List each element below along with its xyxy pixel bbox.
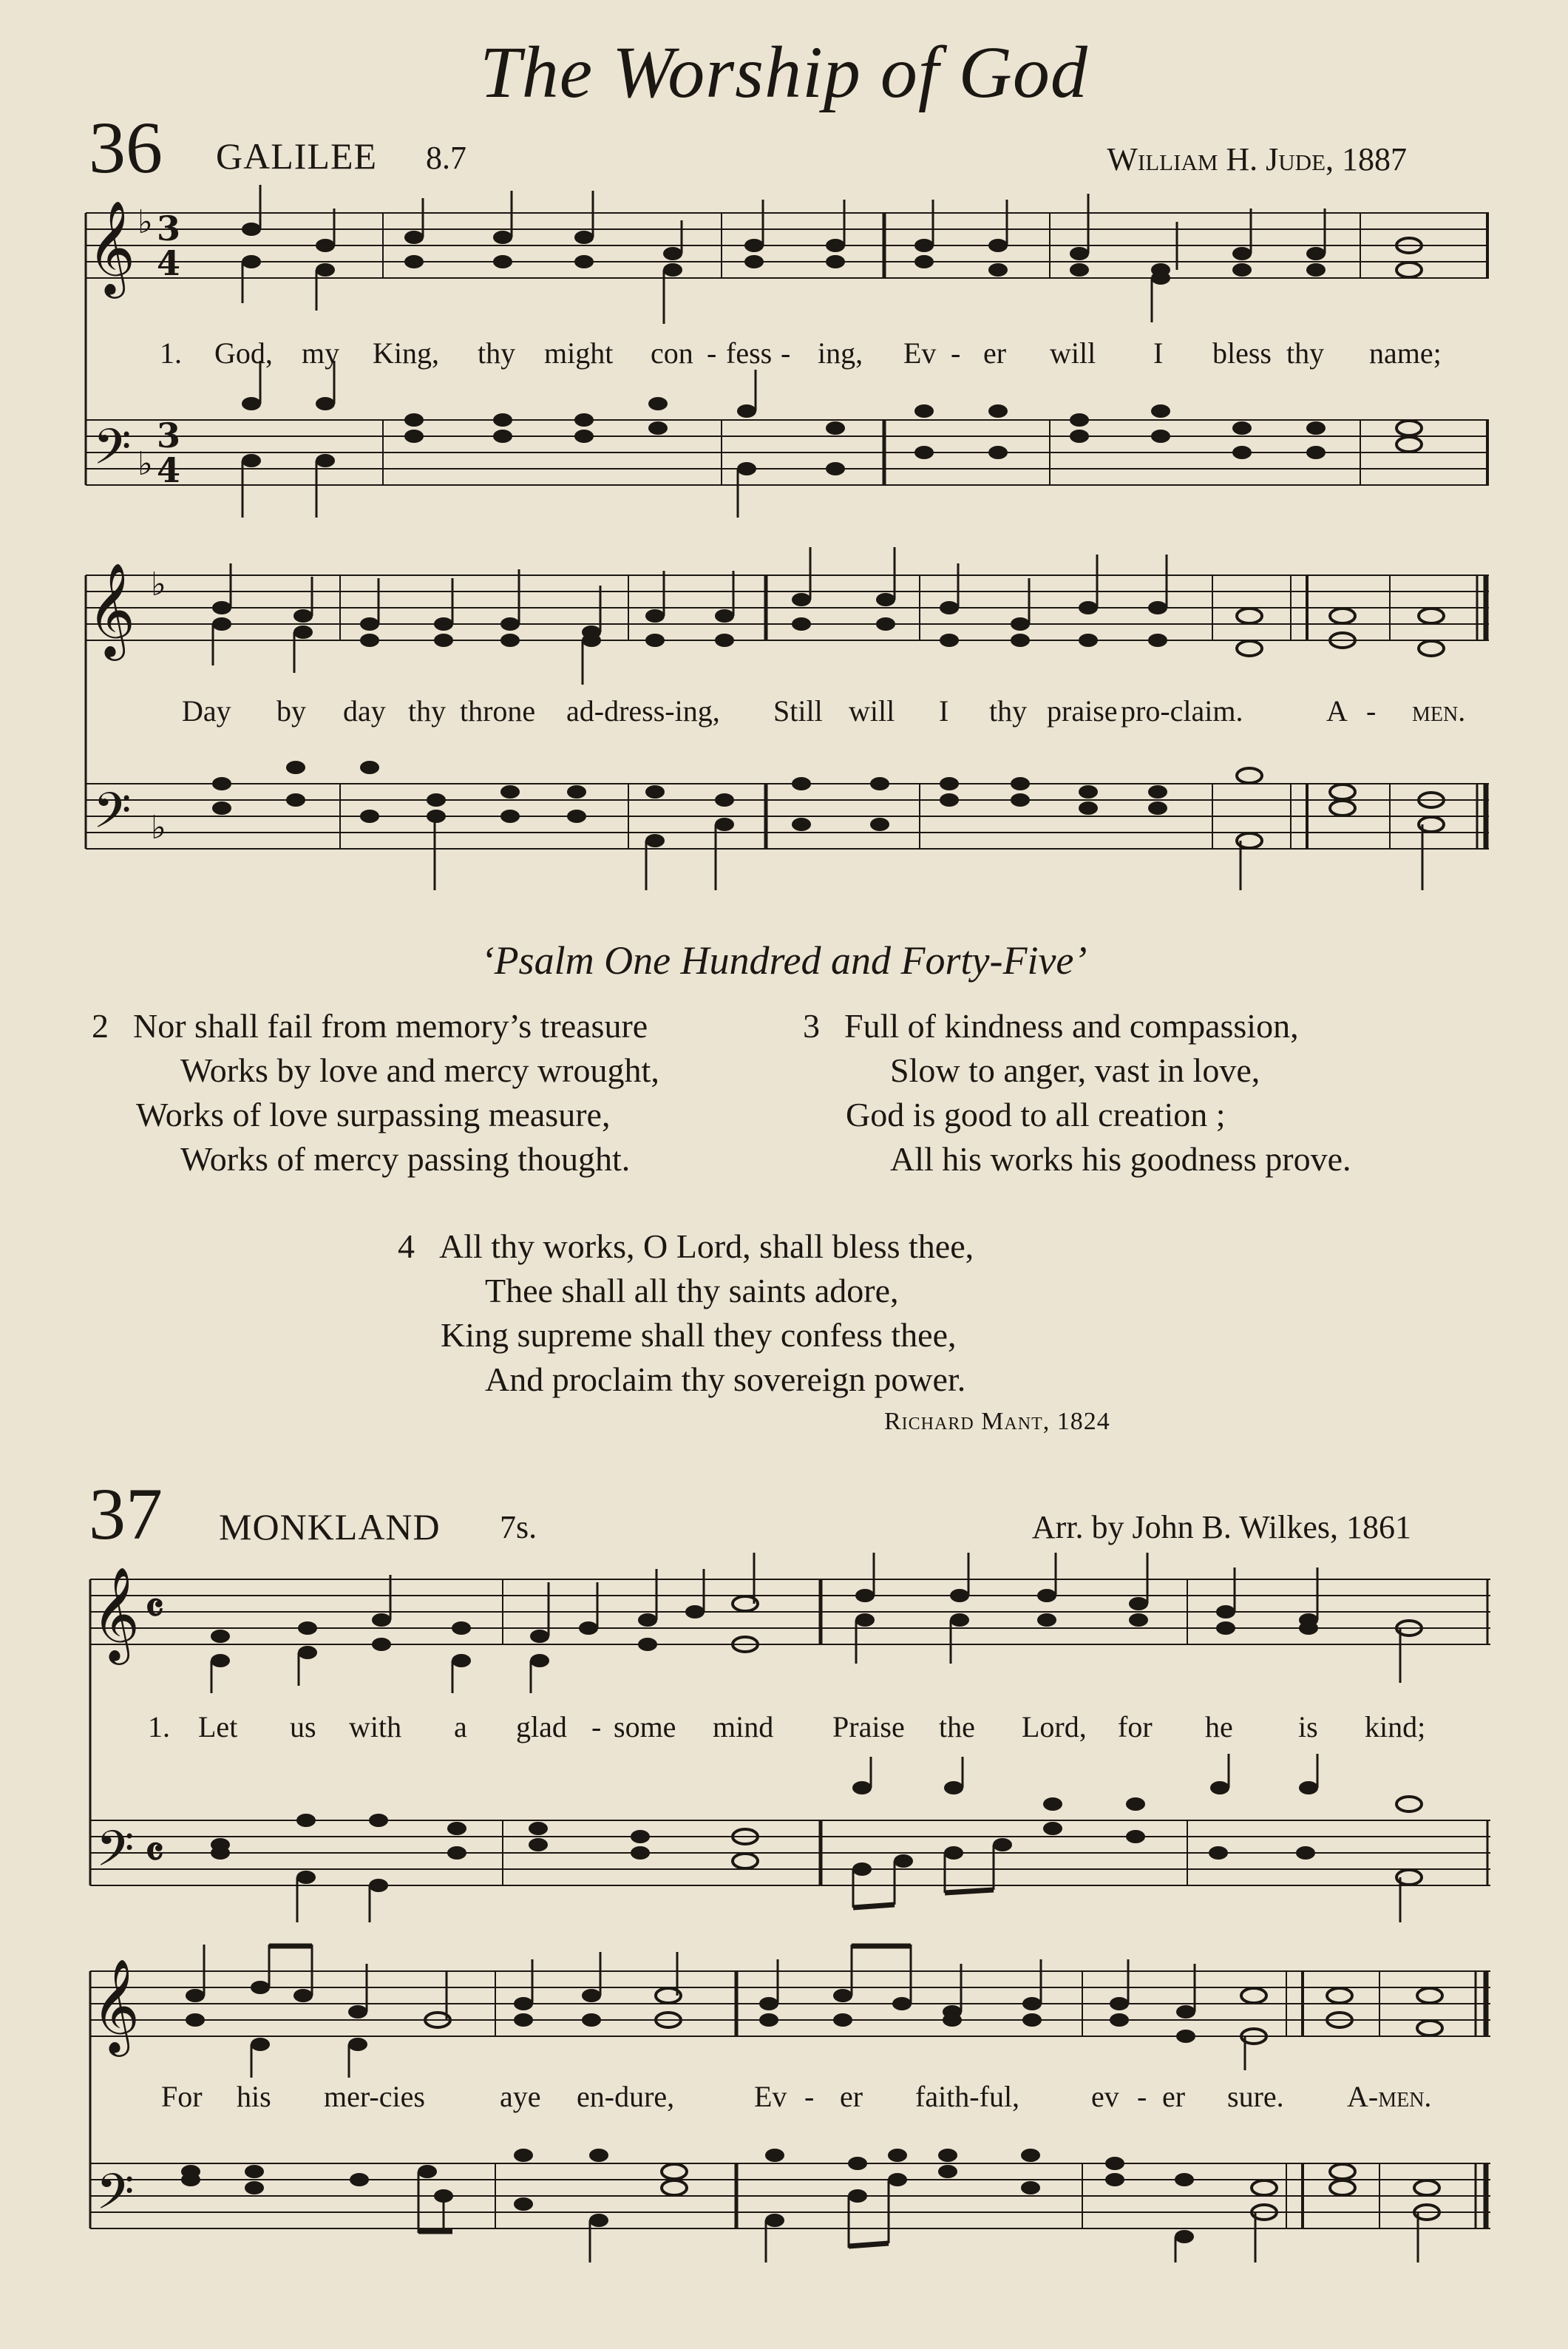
- svg-text:𝄞: 𝄞: [92, 1566, 140, 1661]
- hymn-36-number: 36: [89, 106, 163, 189]
- hymn-37-meter: 7s.: [500, 1509, 537, 1545]
- hymn-36-lyrics-line-1: 1. God, my King, thy might con - fess - ing, Ev - er will I bless thy name;: [160, 336, 1442, 370]
- svg-text:♭: ♭: [138, 445, 153, 483]
- hymn-37-composer: Arr. by John B. Wilkes, 1861: [1031, 1509, 1411, 1545]
- bass-clef: 𝄢: [93, 418, 132, 487]
- hymn-36-tune: GALILEE: [216, 135, 378, 177]
- page-title: The Worship of God: [480, 31, 1088, 113]
- hymn-37-lyrics-line-2: For his mer-cies aye en-dure, Ev - er faith-ful, ev - er sure. A-men.: [161, 2080, 1432, 2113]
- stanza-4: 4 All thy works, O Lord, shall bless thee, Thee shall all thy saints adore, King supreme shall they confess thee, And proclaim thy sovereign power.: [398, 1227, 974, 1398]
- svg-text:♭: ♭: [151, 809, 166, 847]
- svg-text:♭: ♭: [151, 566, 166, 603]
- svg-text:3: 3: [157, 209, 181, 248]
- svg-text:𝄢: 𝄢: [96, 1820, 135, 1889]
- hymn-36-system-1-staff: [0, 0, 1568, 562]
- text-author: Richard Mant, 1824: [884, 1408, 1110, 1435]
- svg-text:3: 3: [157, 416, 181, 455]
- hymn-36-system-2-staff: [0, 547, 1568, 932]
- svg-text:𝄢: 𝄢: [93, 782, 132, 851]
- psalm-title: ‘Psalm One Hundred and Forty-Five’: [481, 938, 1087, 983]
- treble-clef: 𝄞: [87, 200, 136, 294]
- hymn-36-composer: William H. Jude, 1887: [1107, 141, 1407, 177]
- svg-text:𝄞: 𝄞: [87, 562, 136, 657]
- stanza-2: 2 Nor shall fail from memory’s treasure Works by love and mercy wrought, Works of love surpassing measure, Works of mercy passing thought.: [92, 1007, 659, 1178]
- hymn-36-meter: 8.7: [426, 140, 466, 176]
- svg-text:𝄴: 𝄴: [145, 1827, 164, 1877]
- svg-text:4: 4: [157, 243, 181, 283]
- hymn-36-system-2: [0, 547, 1568, 932]
- hymn-37-lyrics-line-1: 1. Let us with a glad - some mind Praise the Lord, for he is kind;: [148, 1710, 1426, 1743]
- svg-text:𝄢: 𝄢: [96, 2163, 135, 2232]
- stanza-3: 3 Full of kindness and compassion, Slow to anger, vast in love, God is good to all creation ; All his works his goodness prove.: [803, 1007, 1351, 1178]
- hymn-37-number: 37: [89, 1473, 163, 1555]
- hymn-36-lyrics-line-2: Day by day thy throne ad-dress-ing, Still will I thy praise pro-claim. A - men.: [182, 694, 1466, 728]
- svg-text:𝄞: 𝄞: [92, 1958, 140, 2053]
- svg-text:𝄴: 𝄴: [145, 1583, 164, 1633]
- svg-text:4: 4: [157, 450, 181, 490]
- hymn-37-tune: MONKLAND: [219, 1506, 441, 1548]
- svg-text:♭: ♭: [138, 203, 153, 241]
